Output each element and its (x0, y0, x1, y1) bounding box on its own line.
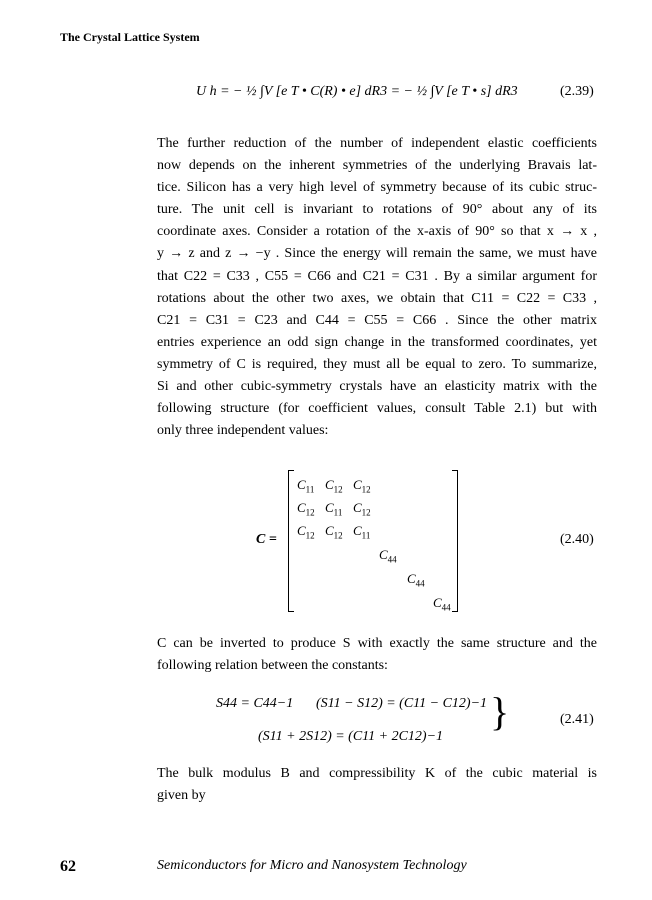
matrix-cell: $C_{12}$ (353, 500, 371, 518)
page-number: 62 (60, 858, 76, 875)
text-line: The further reduction of the number of independent elastic coefficients (157, 136, 597, 151)
right-bracket (452, 470, 458, 612)
text-line: C can be inverted to produce S with exactly the same structure and the (157, 636, 597, 651)
text-line: coordinate axes. Consider a rotation of the x-axis of 90° so that x → x , (157, 224, 597, 240)
text-line: y → z and z → −y . Since the energy will remain the same, we must have (157, 246, 597, 262)
equation-2-41-line2: (S11 + 2S12) = (C11 + 2C12)−1 (258, 729, 444, 744)
matrix-cell: $C_{11}$ (297, 477, 315, 495)
left-bracket (288, 470, 294, 612)
matrix-cell: $C_{44}$ (379, 547, 397, 565)
text-line: symmetry of C is required, they must all be equal to zero. To summarize, (157, 356, 597, 372)
matrix-cell: $C_{12}$ (325, 523, 343, 541)
text-line: only three independent values: (157, 423, 329, 439)
text-line: following structure (for coefficient values, consult Table 2.1) but with (157, 401, 597, 417)
text-line: rotations about the other two axes, we obtain that C11 = C22 = C33 , (157, 290, 597, 306)
equation-number-2-40: (2.40) (560, 532, 594, 547)
book-title: Semiconductors for Micro and Nanosystem Technology (157, 858, 467, 873)
paragraph-symmetry (157, 133, 597, 442)
matrix-cell: $C_{11}$ (325, 500, 343, 518)
equation-2-41-line1b: (S11 − S12) = (C11 − C12)−1 (316, 696, 488, 711)
text-line: now depends on the inherent symmetries of the underlying Bravais lat- (157, 158, 597, 174)
matrix-label: C = (256, 532, 277, 547)
matrix-cell: $C_{44}$ (433, 595, 451, 613)
text-line: that C22 = C33 , C55 = C66 and C21 = C31 . By a similar argument for (157, 268, 597, 284)
equation-2-39: U h = − ½ ∫V [e T • C(R) • e] dR3 = − ½ ∫V [e T • s] dR3 (196, 84, 518, 99)
equation-number-2-41: (2.41) (560, 712, 594, 727)
text-line: ture. The unit cell is invariant to rotations of 90° about any of its (157, 202, 597, 218)
text-line: The bulk modulus B and compressibility K of the cubic material is (157, 766, 597, 781)
matrix-cell: $C_{12}$ (297, 500, 315, 518)
matrix-cell: $C_{12}$ (297, 523, 315, 541)
text-line: entries experience an odd sign change in the transformed coordinates, yet (157, 334, 597, 350)
text-line: Si and other cubic-symmetry crystals have an elasticity matrix with the (157, 379, 597, 395)
equation-number-2-39: (2.39) (560, 84, 594, 99)
text-line: given by (157, 788, 206, 804)
text-line: tice. Silicon has a very high level of symmetry because of its cubic struc- (157, 180, 597, 196)
matrix-cell: $C_{12}$ (325, 477, 343, 495)
equation-2-41-line1a: S44 = C44−1 (216, 696, 294, 711)
paragraph-bulk-modulus (157, 763, 597, 807)
running-head: The Crystal Lattice System (60, 30, 200, 44)
paragraph-inversion (157, 633, 597, 677)
matrix-cell: $C_{12}$ (353, 477, 371, 495)
right-brace: } (490, 689, 510, 734)
text-line: following relation between the constants: (157, 658, 388, 674)
text-line: C21 = C31 = C23 and C44 = C55 = C66 . Since the other matrix (157, 312, 597, 328)
matrix-cell: $C_{44}$ (407, 571, 425, 589)
matrix-cell: $C_{11}$ (353, 523, 371, 541)
